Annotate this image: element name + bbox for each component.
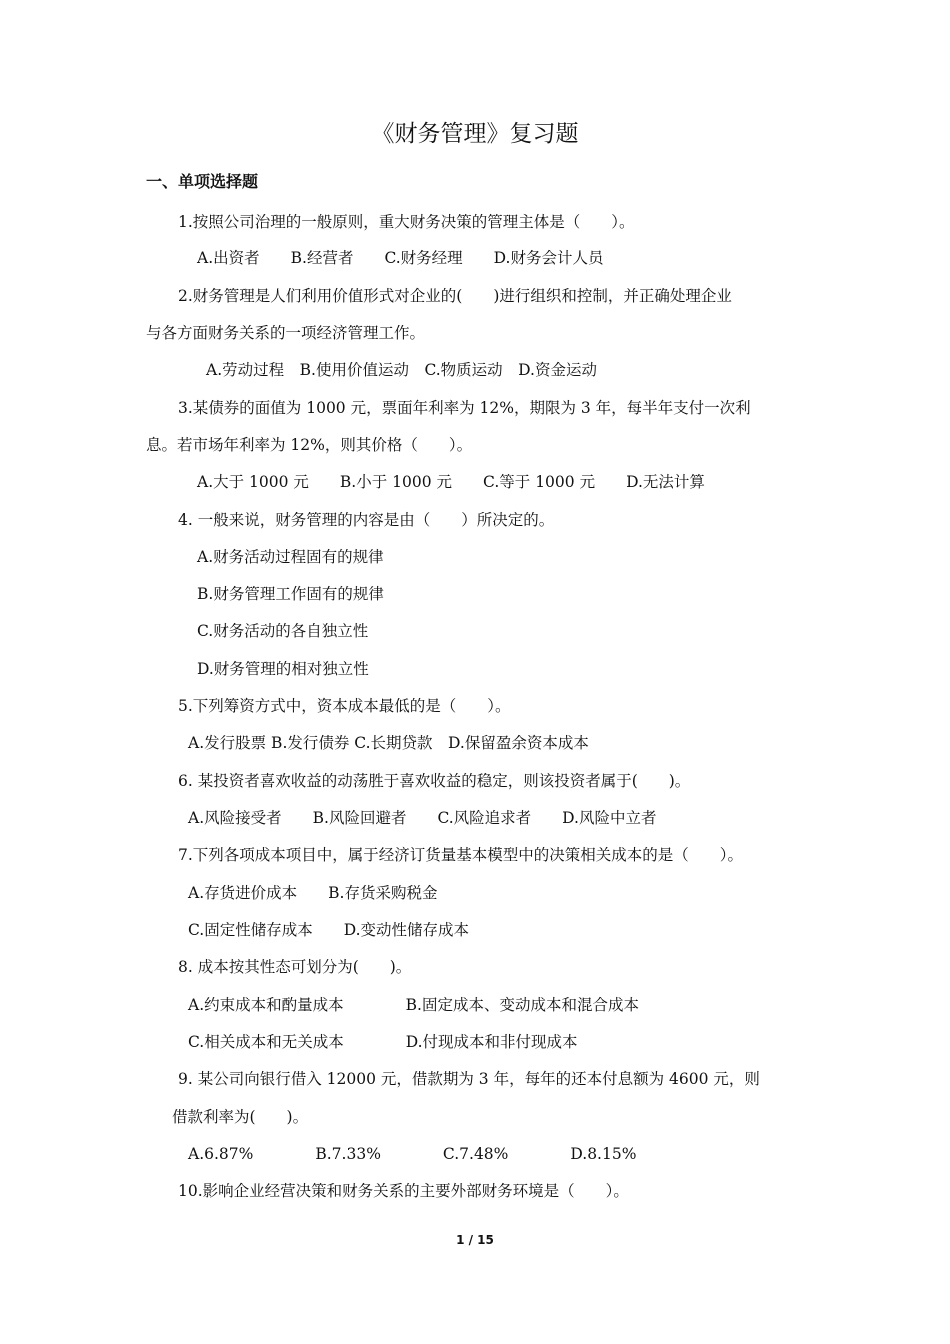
question-5-stem: 5.下列筹资方式中，资本成本最低的是（ ）。 [178,697,511,715]
question-4-option-d: D.财务管理的相对独立性 [197,660,369,678]
question-8-options-cd: C.相关成本和无关成本 D.付现成本和非付现成本 [188,1033,578,1051]
question-4-stem: 4. 一般来说，财务管理的内容是由（ ）所决定的。 [178,511,555,529]
question-3-stem: 3.某债券的面值为 1000 元，票面年利率为 12%，期限为 3 年，每半年支付一次利 [178,399,751,417]
document-title: 《财务管理》复习题 [371,121,579,147]
question-9-options: A.6.87% B.7.33% C.7.48% D.8.15% [188,1145,637,1163]
question-2-options: A.劳动过程 B.使用价值运动 C.物质运动 D.资金运动 [206,361,597,379]
question-4-option-c: C.财务活动的各自独立性 [197,622,369,640]
question-1-options: A.出资者 B.经营者 C.财务经理 D.财务会计人员 [197,249,604,267]
question-3-options: A.大于 1000 元 B.小于 1000 元 C.等于 1000 元 D.无法计算 [197,473,705,491]
question-5-options: A.发行股票 B.发行债券 C.长期贷款 D.保留盈余资本成本 [188,734,589,752]
question-2-stem-continued: 与各方面财务关系的一项经济管理工作。 [146,324,426,342]
question-9-stem: 9. 某公司向银行借入 12000 元，借款期为 3 年，每年的还本付息额为 4600 元，则 [178,1070,760,1088]
question-4-option-a: A.财务活动过程固有的规律 [197,548,384,566]
question-9-stem-continued: 借款利率为( )。 [172,1108,309,1126]
question-7-options-cd: C.固定性储存成本 D.变动性储存成本 [188,921,470,939]
question-7-stem: 7.下列各项成本项目中，属于经济订货量基本模型中的决策相关成本的是（ ）。 [178,846,744,864]
question-2-stem: 2.财务管理是人们利用价值形式对企业的( )进行组织和控制，并正确处理企业 [178,287,732,305]
question-7-options-ab: A.存货进价成本 B.存货采购税金 [188,884,438,902]
question-8-stem: 8. 成本按其性态可划分为( )。 [178,958,412,976]
question-6-options: A.风险接受者 B.风险回避者 C.风险追求者 D.风险中立者 [188,809,657,827]
page-number: 1 / 15 [456,1233,494,1247]
question-8-options-ab: A.约束成本和酌量成本 B.固定成本、变动成本和混合成本 [188,996,639,1014]
question-4-option-b: B.财务管理工作固有的规律 [197,585,384,603]
question-3-stem-continued: 息。若市场年利率为 12%，则其价格（ ）。 [146,436,473,454]
section-heading: 一、单项选择题 [146,172,259,191]
question-1-stem: 1.按照公司治理的一般原则，重大财务决策的管理主体是（ ）。 [178,213,635,231]
question-6-stem: 6. 某投资者喜欢收益的动荡胜于喜欢收益的稳定，则该投资者属于( )。 [178,772,691,790]
question-10-stem: 10.影响企业经营决策和财务关系的主要外部财务环境是（ ）。 [178,1182,629,1200]
